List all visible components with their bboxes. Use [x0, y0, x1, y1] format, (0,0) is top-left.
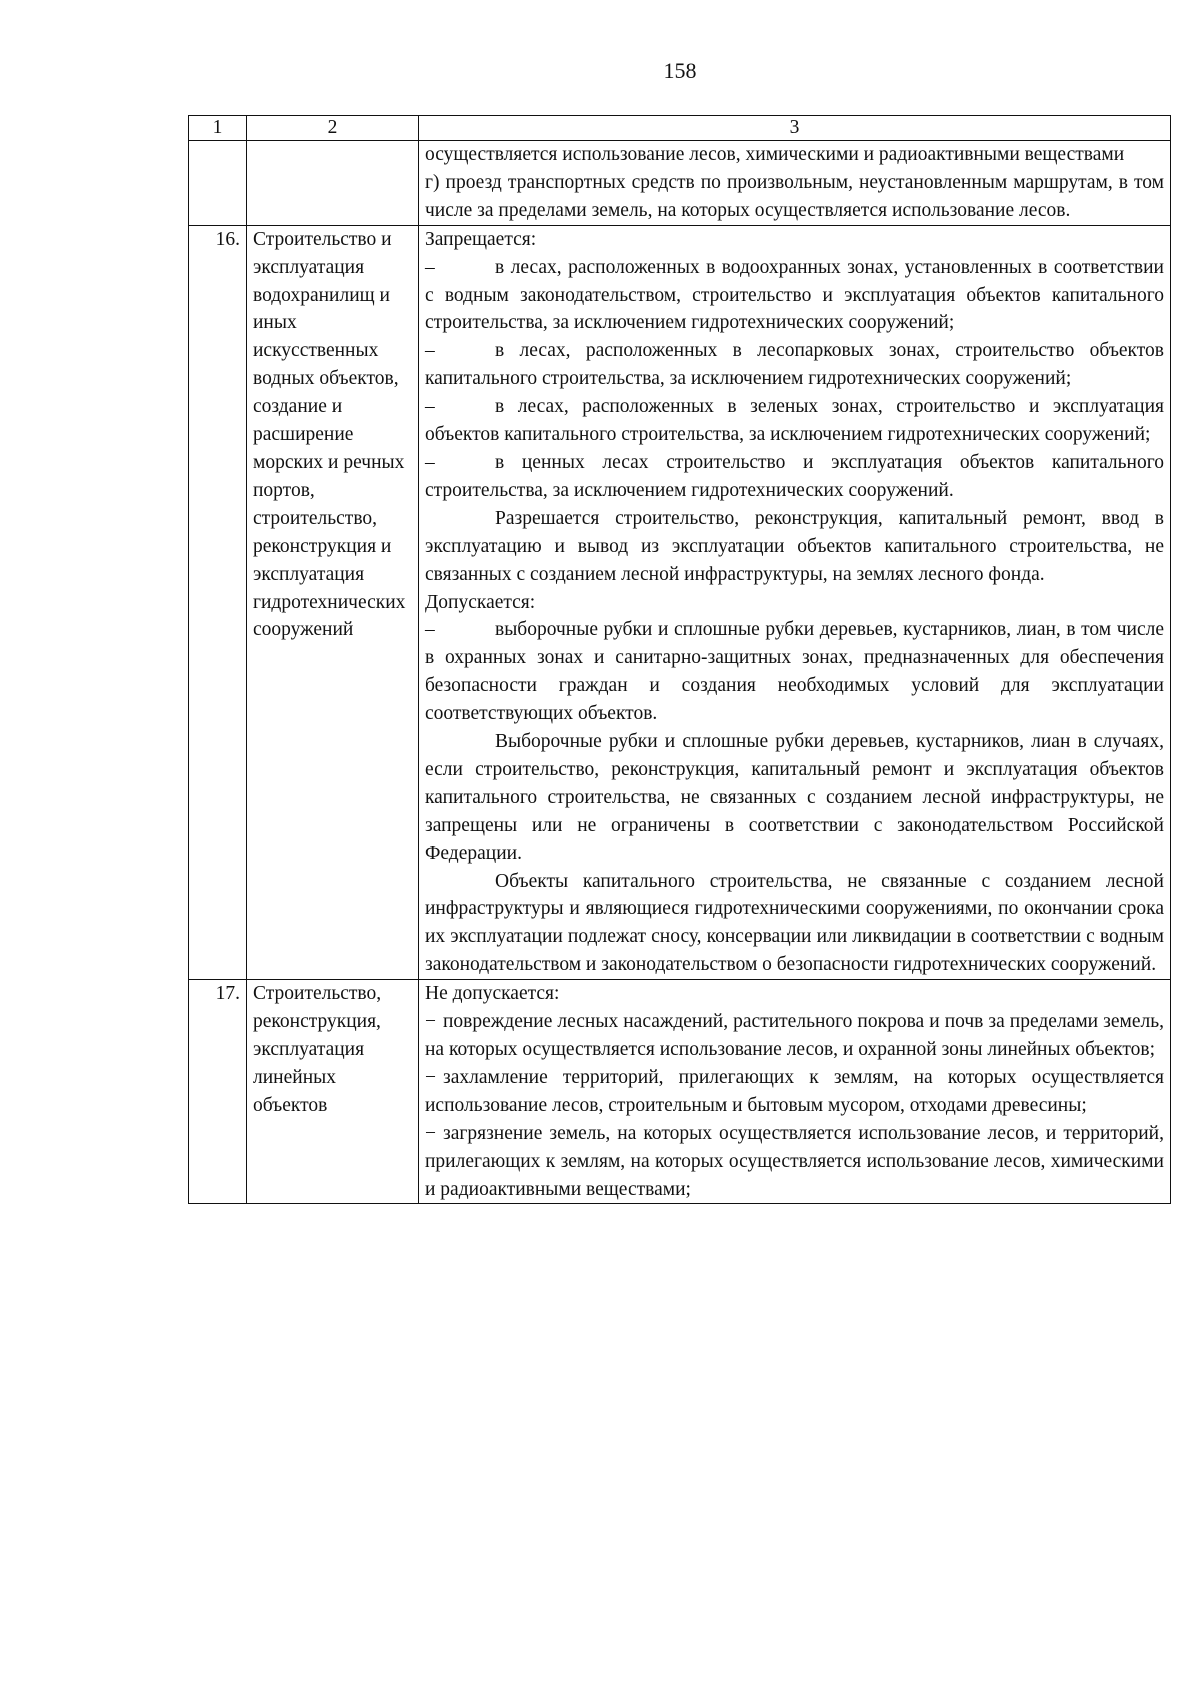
not-allowed-item: − загрязнение земель, на которых осуществляется использование лесов, и территорий, прилегающих к землям, на которых осуществляется использование лесов, химическими и радиоактивными веществами;	[425, 1122, 1164, 1200]
continued-paragraph: осуществляется использование лесов, химическими и радиоактивными веществами	[425, 144, 1125, 165]
table-row-continued	[189, 141, 1171, 226]
row-content-cell	[419, 141, 1171, 226]
allowed-paragraph: Разрешается строительство, реконструкция, капитальный ремонт, ввод в эксплуатацию и вывод из эксплуатации объектов капитального строительства, не связанных с созданием лесной инфраструктуры, на землях лесного фонда.	[425, 507, 1164, 585]
not-allowed-heading: Не допускается:	[425, 983, 560, 1005]
table-row-17	[189, 980, 1171, 1204]
row-number-cell	[189, 141, 247, 226]
permitted-heading: Допускается:	[425, 591, 536, 613]
regulations-table	[188, 115, 1171, 1204]
prohibited-item: – в лесах, расположенных в водоохранных зонах, установленных в соответствии с водным законодательством, строительство и эксплуатация объектов капитального строительства, за исключением гидротехнических сооружений;	[425, 256, 1164, 334]
cuttings-paragraph: Выборочные рубки и сплошные рубки деревьев, кустарников, лиан в случаях, если строительство, реконструкция, капитальный ремонт и эксплуатация объектов капитального строительства, не связанных с созданием лесной инфраструктуры, не запрещены или не ограничены в соответствии с законодательством Российской Федерации.	[425, 731, 1164, 864]
row-content	[419, 980, 1171, 1204]
not-allowed-item: − повреждение лесных насаждений, растительного покрова и почв за пределами земель, на которых осуществляется использование лесов, и охранной зоны линейных объектов;	[425, 1011, 1164, 1060]
table-row-16	[189, 225, 1171, 979]
row-content	[419, 225, 1171, 979]
row-title: Строительство, реконструкция, эксплуатация линейных объектов	[247, 980, 419, 1204]
column-header-2: 2	[247, 116, 419, 141]
continued-paragraph: г) проезд транспортных средств по произвольным, неустановленным маршрутам, в том числе за пределами земель, на которых осуществляется использование лесов.	[425, 171, 1164, 221]
not-allowed-item: − захламление территорий, прилегающих к землям, на которых осуществляется использование лесов, строительным и бытовым мусором, отходами древесины;	[425, 1066, 1164, 1116]
row-number: 17.	[189, 980, 247, 1204]
row-number: 16.	[189, 225, 247, 979]
prohibited-item: – в ценных лесах строительство и эксплуатация объектов капитального строительства, за исключением гидротехнических сооружений.	[425, 451, 1164, 501]
row-title-cell	[247, 141, 419, 226]
column-header-3: 3	[419, 116, 1171, 141]
permitted-item: – выборочные рубки и сплошные рубки деревьев, кустарников, лиан, в том числе в охранных зонах и санитарно-защитных зонах, предназначенных для обеспечения безопасности граждан и создания необходимых условий для эксплуатации соответствующих объектов.	[425, 619, 1164, 725]
prohibited-heading: Запрещается:	[425, 228, 537, 250]
column-header-1: 1	[189, 116, 247, 141]
page-number: 158	[663, 58, 697, 83]
prohibited-item: – в лесах, расположенных в лесопарковых зонах, строительство объектов капитального строительства, за исключением гидротехнических сооружений;	[425, 340, 1164, 390]
table-header-row	[189, 116, 1171, 141]
row-title: Строительство и эксплуатация водохранилищ и иных искусственных водных объектов, создание и расширение морских и речных портов, строительство, реконструкция и эксплуатация гидротехнических сооружений	[247, 225, 419, 979]
prohibited-item: – в лесах, расположенных в зеленых зонах, строительство и эксплуатация объектов капитального строительства, за исключением гидротехнических сооружений;	[425, 396, 1164, 446]
demolition-paragraph: Объекты капитального строительства, не связанные с созданием лесной инфраструктуры и являющиеся гидротехническими сооружениями, по окончании срока их эксплуатации подлежат сносу, консервации или ликвидации в соответствии с водным законодательством и законодательством о безопасности гидротехнических сооружений.	[425, 870, 1164, 976]
